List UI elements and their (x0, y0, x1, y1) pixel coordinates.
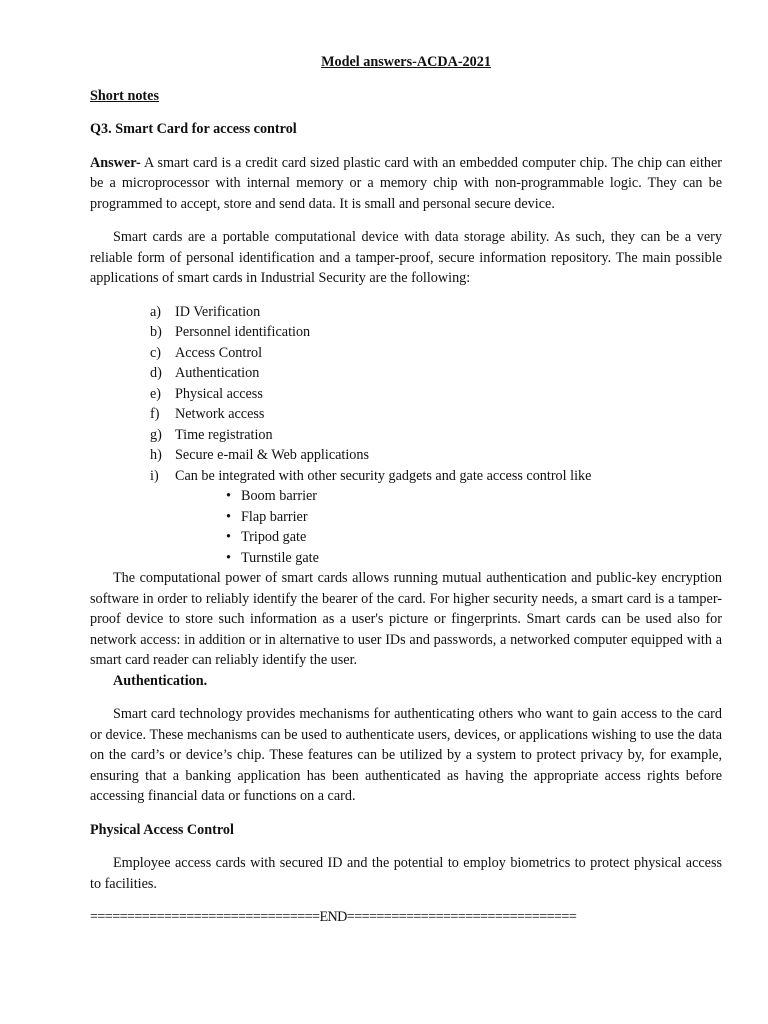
list-item (150, 322, 722, 343)
list-item (150, 425, 722, 446)
list-item (150, 445, 722, 466)
answer-label: Answer- (90, 154, 141, 171)
section-label: Short notes (90, 87, 159, 104)
list-item-text: ID Verification (175, 303, 261, 320)
list-item-text: Authentication (175, 365, 260, 381)
list-item-text: Can be integrated with other security gadgets and gate access control like (175, 467, 592, 484)
physical-access-paragraph: Employee access cards with secured ID and the potential to employ biometrics to protect physical access to facilities. (90, 855, 722, 892)
list-item (150, 343, 722, 364)
document-title: Model answers-ACDA-2021 (321, 54, 491, 70)
answer-text: A smart card is a credit card sized plastic card with an embedded computer chip. The chip can either be a microprocessor with internal memory or a memory chip with non-programmable logic. They can be programmed to accept, store and send data. It is small and personal secure device. (90, 154, 722, 212)
intro-paragraph: Smart cards are a portable computational device with data storage ability. As such, they can be a very reliable form of personal identification and a tamper-proof, secure information repository. The main possible applications of smart cards in Industrial Security are the following: (90, 229, 722, 286)
list-item-marker: e) (150, 385, 162, 402)
list-item-marker: i) (150, 467, 159, 484)
bullet-item: • Turnstile gate (226, 548, 722, 569)
list-item (150, 384, 722, 405)
list-item (150, 404, 722, 425)
authentication-paragraph: Smart card technology provides mechanisms for authenticating others who want to gain access to the card or device. These mechanisms can be used to authenticate users, devices, or applications wishing to use the data on the card’s or device’s chip. These features can be utilized by a system to protect privacy by, for example, ensuring that a banking application has been authenticated as having the appropriate access rights before accessing financial data or functions on a card. (90, 706, 722, 804)
list-item-marker: c) (150, 344, 162, 361)
list-item-marker: d) (150, 365, 162, 381)
document-page (90, 52, 722, 928)
list-item-marker: g) (150, 426, 162, 443)
list-item-text: Personnel identification (175, 324, 311, 340)
list-item (150, 363, 722, 384)
list-item-text: Access Control (175, 344, 263, 361)
list-item (150, 466, 722, 487)
gadgets-list (175, 486, 722, 568)
list-item-text: Physical access (175, 385, 263, 402)
question-heading: Q3. Smart Card for access control (90, 121, 297, 137)
authentication-heading: Authentication. (113, 672, 208, 689)
list-item-marker: b) (150, 324, 162, 340)
bullet-item: • Tripod gate (226, 527, 722, 548)
bullet-item: • Flap barrier (226, 507, 722, 528)
list-item-text: Secure e-mail & Web applications (175, 447, 370, 463)
list-item-text: Network access (175, 406, 265, 422)
list-item-marker: a) (150, 303, 162, 320)
list-item (150, 302, 722, 323)
physical-access-heading: Physical Access Control (90, 821, 234, 838)
list-item-marker: h) (150, 447, 162, 463)
applications-list (90, 302, 722, 487)
end-marker: ===============================END=============================== (90, 909, 577, 925)
list-item-marker: f) (150, 406, 160, 422)
answer-paragraph (90, 153, 722, 215)
list-item-text: Time registration (175, 426, 273, 443)
bullet-item: • Boom barrier (226, 486, 722, 507)
computational-paragraph: The computational power of smart cards allows running mutual authentication and public-key encryption software in order to reliably identify the bearer of the card. For higher security needs, a smart card is a tamper-proof device to store such information as a user's picture or fingerprints. Smart cards can be used also for network access: in addition or in alternative to user IDs and passwords, a networked computer equipped with a smart card reader can reliably identify the user. (90, 570, 722, 668)
